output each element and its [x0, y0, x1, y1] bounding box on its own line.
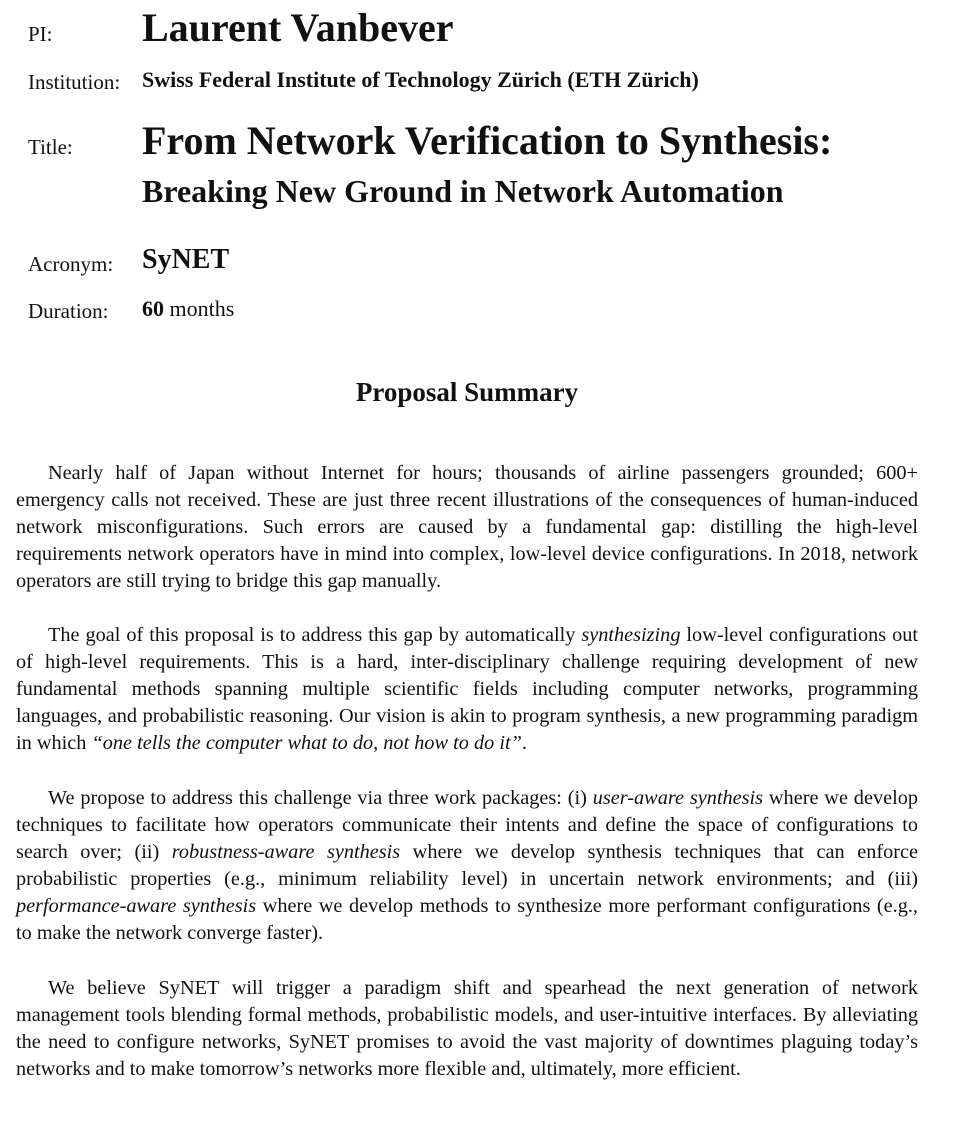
p3-text-2: where we develop techniques to facilitate how operators communicate their intents and define the space of configurations to search over; (ii) [16, 787, 918, 863]
p3-emphasis-user-aware: user-aware synthesis [592, 787, 764, 809]
p3-text-3: where we develop synthesis techniques that can enforce probabilistic properties (e.g., minimum reliability level) in uncertain network environments; and (iii) [16, 841, 918, 890]
pi-name: Laurent Vanbever [142, 5, 454, 50]
duration-number: 60 [142, 296, 164, 321]
summary-paragraph-4: We believe SyNET will trigger a paradigm shift and spearhead the next generation of network management tools blending formal methods, probabilistic models, and user-intuitive interfaces. By alleviating the need to configure networks, SyNET promises to avoid the vast majority of downtimes plaguing today’s networks and to make tomorrow’s networks more flexible and, ultimately, more efficient. [16, 977, 918, 1080]
p3-text-4: where we develop methods to synthesize more performant configurations (e.g., to make the network converge faster). [16, 895, 918, 944]
summary-paragraph-1: Nearly half of Japan without Internet for hours; thousands of airline passengers grounded; 600+ emergency calls not received. These are just three recent illustrations of the consequences of human-induced network misconfigurations. Such errors are caused by a fundamental gap: distilling the high-level requirements network operators have in mind into complex, low-level device configurations. In 2018, network operators are still trying to bridge this gap manually. [16, 462, 918, 592]
p2-quote: “one tells the computer what to do, not how to do it” [91, 732, 522, 754]
acronym-value: SyNET [142, 244, 230, 275]
p3-emphasis-robustness-aware: robustness-aware synthesis [171, 841, 401, 863]
duration-value [142, 296, 234, 322]
title-label: Title: [28, 135, 73, 159]
acronym-label: Acronym: [28, 252, 114, 276]
p2-text-3: . [521, 732, 527, 754]
summary-heading: Proposal Summary [355, 377, 579, 407]
p2-emphasis-synthesizing: synthesizing [581, 624, 681, 646]
p2-text-1: The goal of this proposal is to address this gap by automatically [48, 624, 582, 646]
summary-paragraph-2 [16, 622, 918, 757]
title-line-2: Breaking New Ground in Network Automation [142, 173, 784, 209]
p2-text-2: low-level configurations out of high-level requirements. This is a hard, inter-disciplinary challenge requiring development of new fundamental methods spanning multiple scientific fields including computer networks, programming languages, and probabilistic reasoning. Our vision is akin to program synthesis, a new programming paradigm in which [16, 624, 918, 754]
title-line-1: From Network Verification to Synthesis: [142, 118, 833, 163]
duration-unit: months [169, 296, 235, 321]
p3-emphasis-performance-aware: performance-aware synthesis [16, 895, 257, 917]
summary-paragraph-3 [16, 785, 918, 947]
p3-text-1: We propose to address this challenge via three work packages: (i) [48, 787, 593, 809]
pi-label: PI: [28, 22, 53, 46]
institution-name: Swiss Federal Institute of Technology Zürich (ETH Zürich) [142, 67, 699, 92]
duration-label: Duration: [28, 299, 109, 323]
institution-label: Institution: [28, 70, 121, 94]
